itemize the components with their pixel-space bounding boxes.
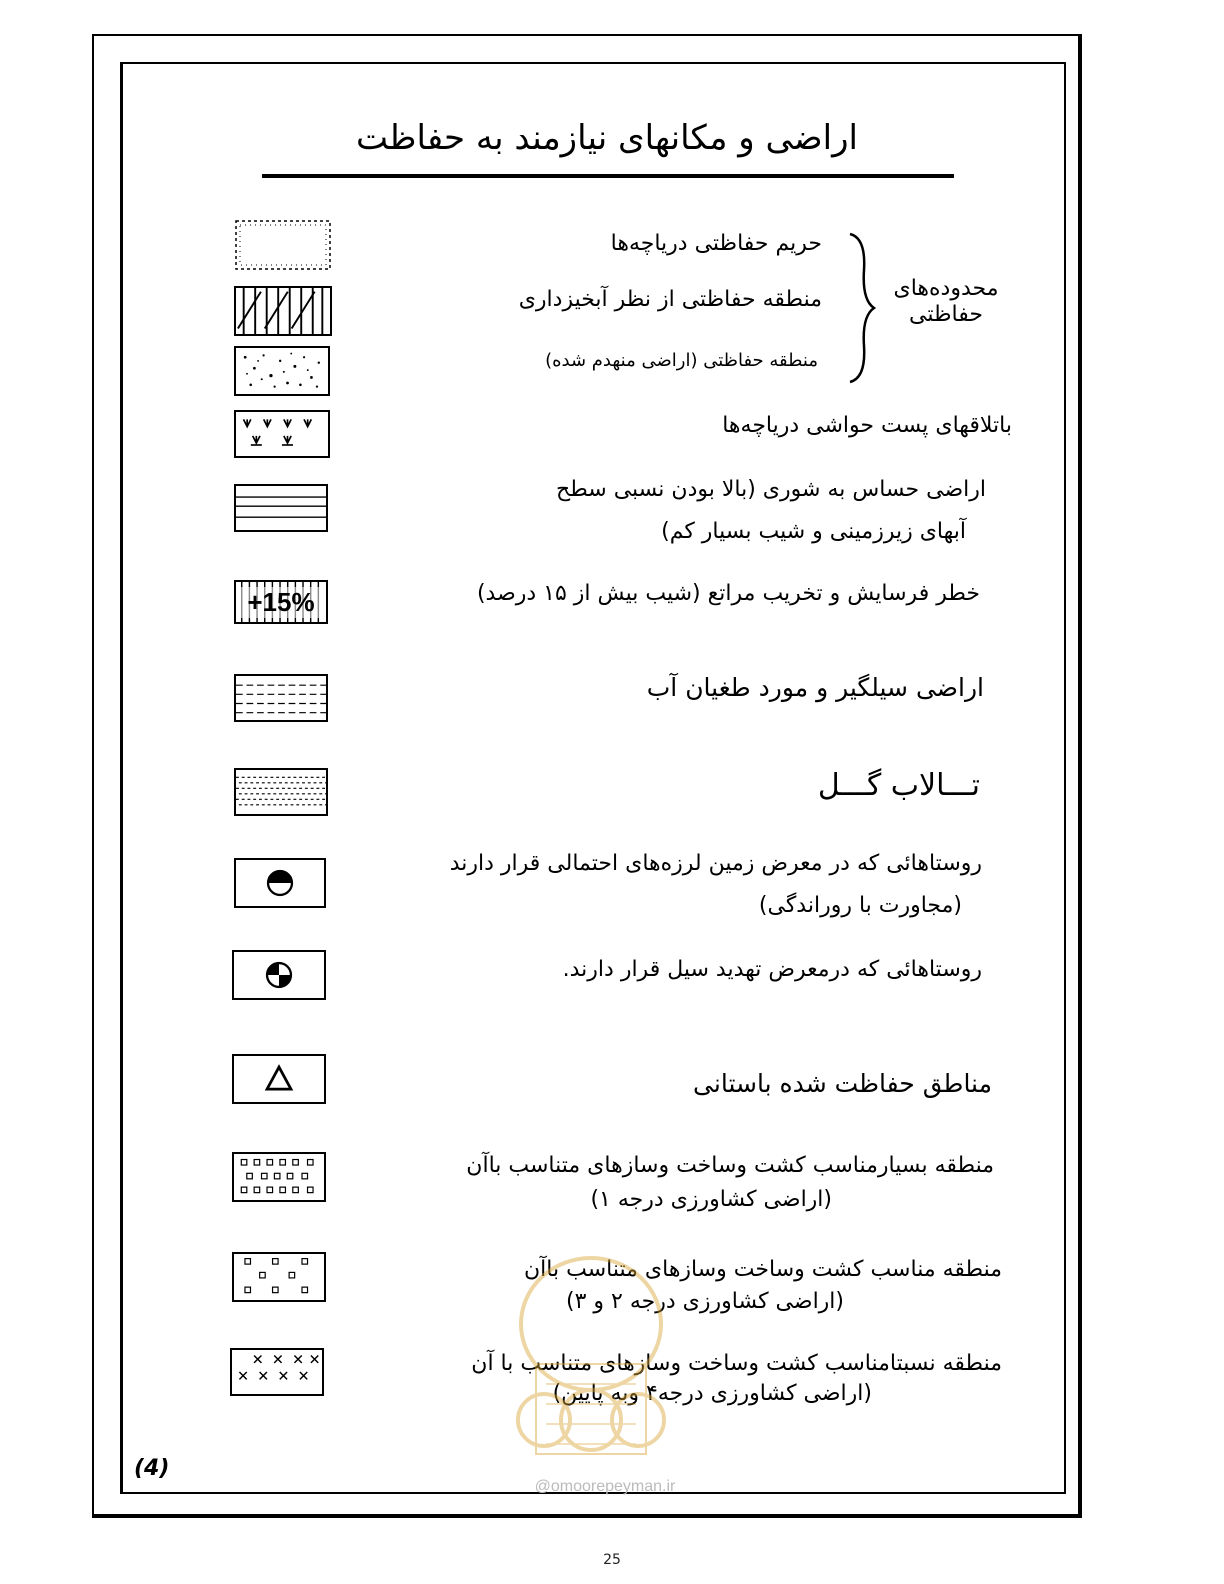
legend-label-degraded-land: منطقه حفاظتی (اراضی منهدم شده) — [545, 350, 818, 371]
sparse-squares-box-icon — [232, 1252, 326, 1302]
legend-label-suitable-line2: (اراضی کشاورزی درجه ۲ و ۳) — [565, 1289, 844, 1314]
dense-dash-box-icon — [234, 768, 328, 816]
watermark-handle: @omoorepeyman.ir — [534, 1478, 676, 1495]
half-circle-box-icon — [234, 858, 326, 908]
legend-label-moderately-suitable-line1: منطقه نسبتامناسب کشت وساخت وسازهای متناسب با آن — [471, 1351, 1002, 1376]
legend-label-flood-prone: اراضی سیلگیر و مورد طغیان آب — [646, 673, 984, 702]
stipple-box-icon — [234, 346, 330, 396]
protected-group-label — [876, 276, 1016, 329]
slope-hatch-box-icon — [234, 580, 328, 624]
legend-label-watershed-protection: منطقه حفاظتی از نظر آبخیزداری — [518, 287, 822, 312]
dotted-border-box-icon — [234, 218, 332, 272]
cross-marks-box-icon — [230, 1348, 324, 1396]
page-title: اراضی و مکانهای نیازمند به حفاظت — [356, 118, 858, 158]
legend-label-salinity-line1: اراضی حساس به شوری (بالا بودن نسبی سطح — [556, 477, 986, 502]
legend-label-earthquake-villages-line1: روستاهائی که در معرض زمین لرزه‌های احتمالی قرار دارند — [449, 851, 982, 876]
legend-label-flood-villages: روستاهائی که درمعرض تهدید سیل قرار دارند. — [562, 957, 982, 982]
protected-group-label-line1: محدوده‌های — [893, 276, 999, 301]
legend-label-erosion: خطر فرسایش و تخریب مراتع (شیب بیش از ۱۵ درصد) — [476, 581, 980, 606]
diagonal-hatch-box-icon — [234, 286, 332, 336]
triangle-box-icon — [232, 1054, 326, 1104]
legend-label-marsh: باتلاقهای پست حواشی دریاچه‌ها — [722, 413, 1012, 438]
legend-label-salinity-line2: آبهای زیرزمینی و شیب بسیار کم) — [661, 519, 966, 544]
page-number-tag: (4) — [134, 1456, 170, 1481]
legend-label-suitable-line1: منطقه مناسب کشت وساخت وسازهای متناسب باآن — [524, 1257, 1002, 1282]
quarter-circle-box-icon — [232, 950, 326, 1000]
legend-label-highly-suitable-line1: منطقه بسیارمناسب کشت وساخت وسازهای متناسب باآن — [466, 1153, 994, 1178]
title-underline — [262, 174, 954, 178]
curly-brace-icon — [842, 230, 876, 386]
protected-group-label-line2: حفاظتی — [909, 302, 983, 328]
marsh-symbol-box-icon — [234, 410, 330, 458]
folio-number: 25 — [603, 1552, 621, 1568]
dense-squares-box-icon — [232, 1152, 326, 1202]
horizontal-lines-box-icon — [234, 484, 328, 532]
publisher-seal-watermark — [496, 1244, 686, 1474]
legend-label-earthquake-villages-line2: (مجاورت با روراندگی) — [758, 893, 962, 918]
dashed-lines-box-icon — [234, 674, 328, 722]
legend-label-mud-wetland: تـــالاب گـــل — [817, 768, 980, 803]
legend-label-highly-suitable-line2: (اراضی کشاورزی درجه ۱) — [590, 1187, 832, 1212]
legend-label-moderately-suitable-line2: (اراضی کشاورزی درجه۴ وبه پایین) — [552, 1381, 872, 1406]
legend-label-archaeological: مناطق حفاظت شده باستانی — [693, 1069, 992, 1098]
legend-label-lake-buffer: حریم حفاظتی دریاچه‌ها — [610, 231, 822, 256]
slope-percent-label: +15% — [236, 587, 326, 618]
